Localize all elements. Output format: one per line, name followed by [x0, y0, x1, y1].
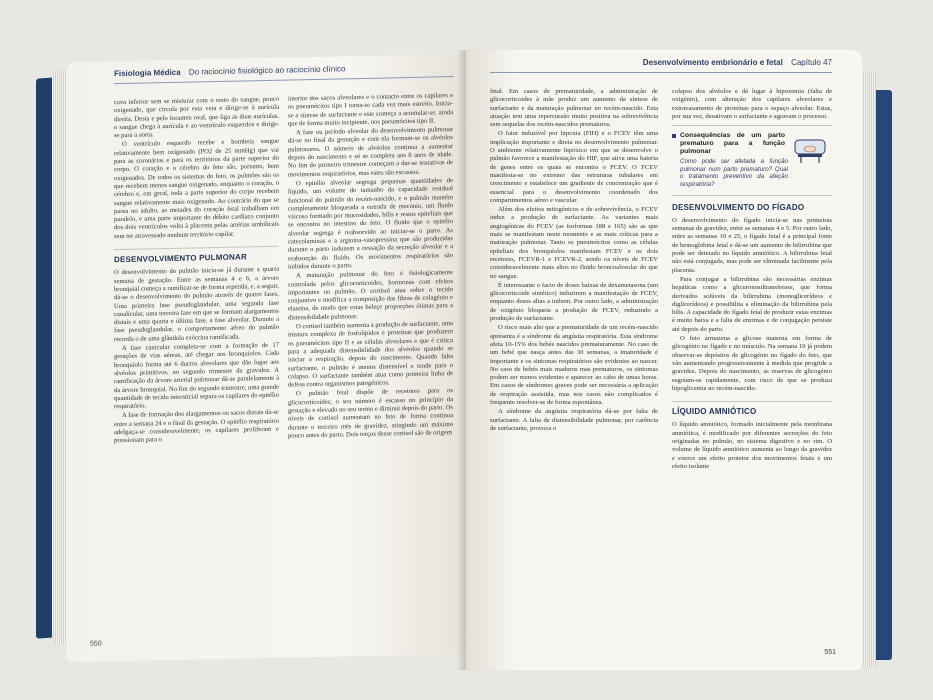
paragraph: A fase ou período alveolar do desenvolvimento pulmonar dá-se no final da gestação e com ela formam-se os alvéolos pulmonares. O número de alvéolos continua a aumentar depois do nascimento e só se completa aos 8 anos de idade. No fim do primeiro trimestre começam a dar-se tentativas de movimentos respiratórios, mas estes são escassos. [288, 126, 453, 179]
left-column-1 [114, 96, 279, 447]
section-title: Do raciocínio fisiológico ao raciocínio clínico [188, 64, 346, 77]
paragraph: A síndrome da angústia respiratória dá-se por falta de surfactante. A falta de distensibilidade pulmonar, por carência de surfactante, provoca o [490, 408, 658, 432]
header-rule [114, 76, 454, 84]
paragraph: O desenvolvimento do pulmão inicia-se já durante a quarta semana de gestação. Entre as semanas 4 e 6, a árvore bronquial começa a ramificar-se de forma repetida, e, a seguir, dá-se o desenvolvimento do pulmão através de quatro fases. Uma primeira fase pseudoglandular, uma segunda fase canalicular, uma terceira fase em que se formam alargamentos distais e uma quarta e última fase, a fase alveolar. Durante a fase pseudoglandular, o comportamento aéreo do pulmão recorda o de uma glândula exócrina ramificada. [114, 266, 279, 343]
right-column-2 [672, 88, 832, 472]
paragraph: É interessante o facto de doses baixas de dexametasona (um glicocorticoide sintético) induzirem a manifestação de FCEV, enquanto doses altas a inibem. Por outro lado, a administração de oxigénio bloqueia a produção de FCEV, reduzindo a produção de surfactante. [490, 281, 658, 323]
callout-title: Consequências de um parto prematuro para a função pulmonar [672, 132, 785, 156]
paragraph: fetal. Em casos de prematuridade, a administração de glicocorticoides à mãe produz um aumento da síntese de surfactante e da maturação pulmonar no recém-nascido. Esta atuação tem uma repercussão muito positiva na sobrevivência sem sequelas dos recém-nascidos prematuros. [490, 88, 658, 129]
paragraph: O líquido amniótico, formado inicialmente pela membrana amniótica, é modificado por diferentes secreções do feto originadas no pulmão, no sistema digestivo e no rim. O volume de líquido amniótico aumenta ao longo da gravidez e exerce um efeito protetor dos movimentos fetais e um efeito isolante [672, 421, 832, 470]
paragraph: Além dos efeitos mitogénicos e de sobrevivência, o FCEV induz a produção de surfactante. As variantes mais angiogénicas do FCEV (as isoformas 188 e 165) são as que mais se manifestam neste momento e as mais críticas para a maturação pulmonar. Tanto os pneumócitos como as células epiteliais dos bronquíolos manifestam FCEV e os dois recetores, FCEVR-1 e FCEVR-2, sendo os níveis de FCEV consideravelmente mais altos no fluido broncoalveolar do que no sangue. [490, 206, 658, 280]
paragraph: O pulmão fetal dispõe de recetores para os glicocorticoides; o seu número é escasso no princípio da gestação e elevado no seu termo e diminui depois do parto. Os níveis de cortisol aumentam no feto de forma contínua durante o terceiro mês de gravidez, atingindo um máximo pouco antes do parto. Dois terços desse cortisol são de origem [288, 387, 453, 440]
paragraph: Para conjugar a bilirrubina são necessárias enzimas hepáticas como a glicuronosiltransferase, que forma derivados solúveis da bilirrubina (monoglicerídeos e diglicerídeos) e possibilita a eliminação da bilirrubina pela bílis. A capacidade do fígado fetal de produzir estas enzimas é muito baixa e a falta de enzimas e de conjugação persiste até depois do parto. [672, 275, 832, 333]
chapter-title: Desenvolvimento embrionário e fetal [642, 58, 783, 67]
paragraph: cava inferior sem se misturar com o resto do sangue, pouco oxigenado, que circula por esta veia e dirige-se à aurícula direita. Desta e pelo foramen oval, que liga as duas aurículas, o sangue chega à aurícula e ao ventrículo esquerdos e dirige-se para a aorta. [114, 95, 279, 140]
left-running-head [114, 64, 345, 78]
paragraph: colapso dos alvéolos e dá lugar à hipoxemia (falta de oxigénio), com alteração dos capilares alveolares e extravasamento de proteínas para o espaço alveolar. Estas, por sua vez, desativam o surfactante e agravam o processo. [672, 88, 832, 120]
right-running-head [643, 58, 832, 67]
paragraph: O desenvolvimento do fígado inicia-se nas primeiras semanas de gravidez, entre as semanas 4 e 5. Por outro lado, entre as semanas 10 e 25, o fígado fetal é a principal fonte de hemoglobina fetal e dá-se um aumento de bilirrubina que pode ser detetado no líquido amniótico. A bilirrubina fetal não está conjugada, mas pode ser eliminada facilmente pela placenta. [672, 216, 832, 274]
page-number: 551 [824, 649, 836, 656]
paragraph: O feto armazena a glicose materna em forma de glicogénio no fígado e no músculo. Na semana 10 já podem observar-se depósitos de glicogénio no fígado do feto, que vão aumentando progressivamente à medida que progride a gravidez. Depois do nascimento, as reservas de glicogénio esgotam-se rapidamente, com risco de que se produza hipoglicemia no recém-nascido. [672, 335, 832, 392]
left-column-2 [288, 92, 453, 442]
page-number: 550 [90, 640, 102, 648]
paragraph: interior dos sacos alveolares e o contacto entre os capilares e os pneumócitos tipo I torna-se cada vez mais estreito. Inicia-se a síntese de surfactante e este começa a acumular-se, ainda que de forma muito incipiente, nos pneumócitos tipo II. [288, 92, 453, 128]
section-heading: DESENVOLVIMENTO DO FÍGADO [672, 202, 805, 212]
book-title: Fisiologia Médica [114, 67, 181, 79]
paragraph: O epitélio alveolar segrega pequenas quantidades de líquido, um volume do tamanho da capacidade residual funcional do pulmão do recém-nascido, e o pulmão mantém completamente bloqueada a entrada de mecónio, um fluido viscoso formado por mucosidades, bilis e restos epiteliais que se encontra no intestino do feto. O fluido que o epitélio alveolar segrega é reabsorvido ao iniciar-se o parto. As catecolaminas e a arginina-vasopressina que são produzidas durante o parto induzem a cessação da secreção alveolar e a reabsorção do fluido. Os movimentos respiratórios são inibidos durante o parto. [288, 177, 453, 271]
header-rule [490, 72, 832, 73]
right-page [466, 50, 862, 670]
left-page [66, 54, 466, 662]
paragraph: A fase de formação dos alargamentos ou sacos distais dá-se entre a semana 24 e o final da gestação. O epitélio respiratório adelgaça-se consideravelmente, os capilares proliferam e pressionam para o [114, 409, 279, 445]
paragraph: A maturação pulmonar do feto é fisiologicamente controlada pelos glicocorticoides, hormonas com efeitos importantes no pulmão. O cortisol atua sobre o tecido conjuntivo e modifica a composição das fibras de colagénio e elastina, de modo que estas beleçe proporções ótimas para a distensibilidade pulmonar. [288, 269, 453, 322]
section-heading: DESENVOLVIMENTO PULMONAR [114, 246, 279, 265]
paragraph: A fase canicular completa-se com a formação de 17 gerações de vias aéreas, até chegar aos bronquíolos. Cada bronquíolo forma até 6 ductos alveolares que dão lugar aos alvéolos primitivos, no segundo trimestre da gravidez. A ramificação da árvore arterial pulmonar dá-se paralelamente à da árvore bronquial. No fim do segundo trimestre, uma grande quantidade de tecido intersticial separa os capilares do epitélio respiratório. [114, 341, 279, 411]
paragraph: O cortisol também aumenta a produção de surfactante, uma mistura complexa de fosfolípidos e proteínas que produzem os pneumócitos tipo II e as células alveolares e que é crítica para a adequada distensibilidade dos alvéolos quando se iniciar a respiração, depois do nascimento. Quando falta surfactante, o pulmão é menos distensível e tende para o colapso. O surfactante também atua como primeira linha de defesa contra organismos patogénicos. [288, 320, 453, 389]
paragraph: O fator induzível por hipoxia (FIH) e o FCEV têm uma implicação importante e direta no desenvolvimento pulmonar. O ambiente relativamente hipóxico em que se desenvolve o pulmão favorece a manifestação do HIF, que ativa uma bateria de genes entre os quais se encontra o FCEV. O FCEV manifesta-se no extremo das estruturas tubulares em crescimento e estabelece um gradiente de concentração que é essencial para o desenvolvimento coordenado dos compartimentos aéreo e vascular. [490, 130, 658, 204]
chapter-label: Capítulo 47 [791, 58, 832, 67]
right-column-1 [490, 88, 658, 434]
clinical-callout-box [672, 125, 832, 195]
section-heading: LÍQUIDO AMNIÓTICO [672, 401, 832, 416]
paragraph: O risco mais alto que a prematuridade de um recém-nascido apresenta é a síndrome da angústia respiratória. Esta síndrome afeta 10-15% dos bebés nascidos prematuramente. No caso de um bebé que nasça antes das 30 semanas, a imaturidade é importante e os sintomas respiratórios são evidentes ao nascer. No caso de bebés mais maduros mas prematuros, os sintomas podem ser menos evidentes e aparecer ao cabo de umas horas. Em casos de síndromes graves pode ser necessária a aplicação de respiração assistida, mas nos casos não complicados é frequente resolver-se de forma espontânea. [490, 324, 658, 406]
incubator-icon [792, 134, 828, 164]
callout-question: Como pode ser afetada a função pulmonar num parto prematuro? Qual o tratamento preventivo da afeção respiratória? [680, 158, 788, 188]
paragraph: O ventrículo esquerdo recebe e bombeia sangue relativamente bem oxigenado (PO2 de 25 mmHg) que vai para as coronárias e para os territórios da parte superior do corpo. O coração e o cérebro do feto são, portanto, bem oxigenados. De todos os sistemas do feto, os pulmões são os que recebem menos sangue oxigenado, enquanto o coração, o cérebro e, em geral, toda a parte superior do corpo recebem sangue relativamente mais oxigenado. Ao contrário do que se passa no adulto, as metades do coração fetal trabalham em paralelo, e uma parte importante do débito cardíaco conjunto dos dois ventrículos volta à placenta pelas artérias umbilicais sem ter atravessado nenhum território capilar. [114, 138, 279, 240]
